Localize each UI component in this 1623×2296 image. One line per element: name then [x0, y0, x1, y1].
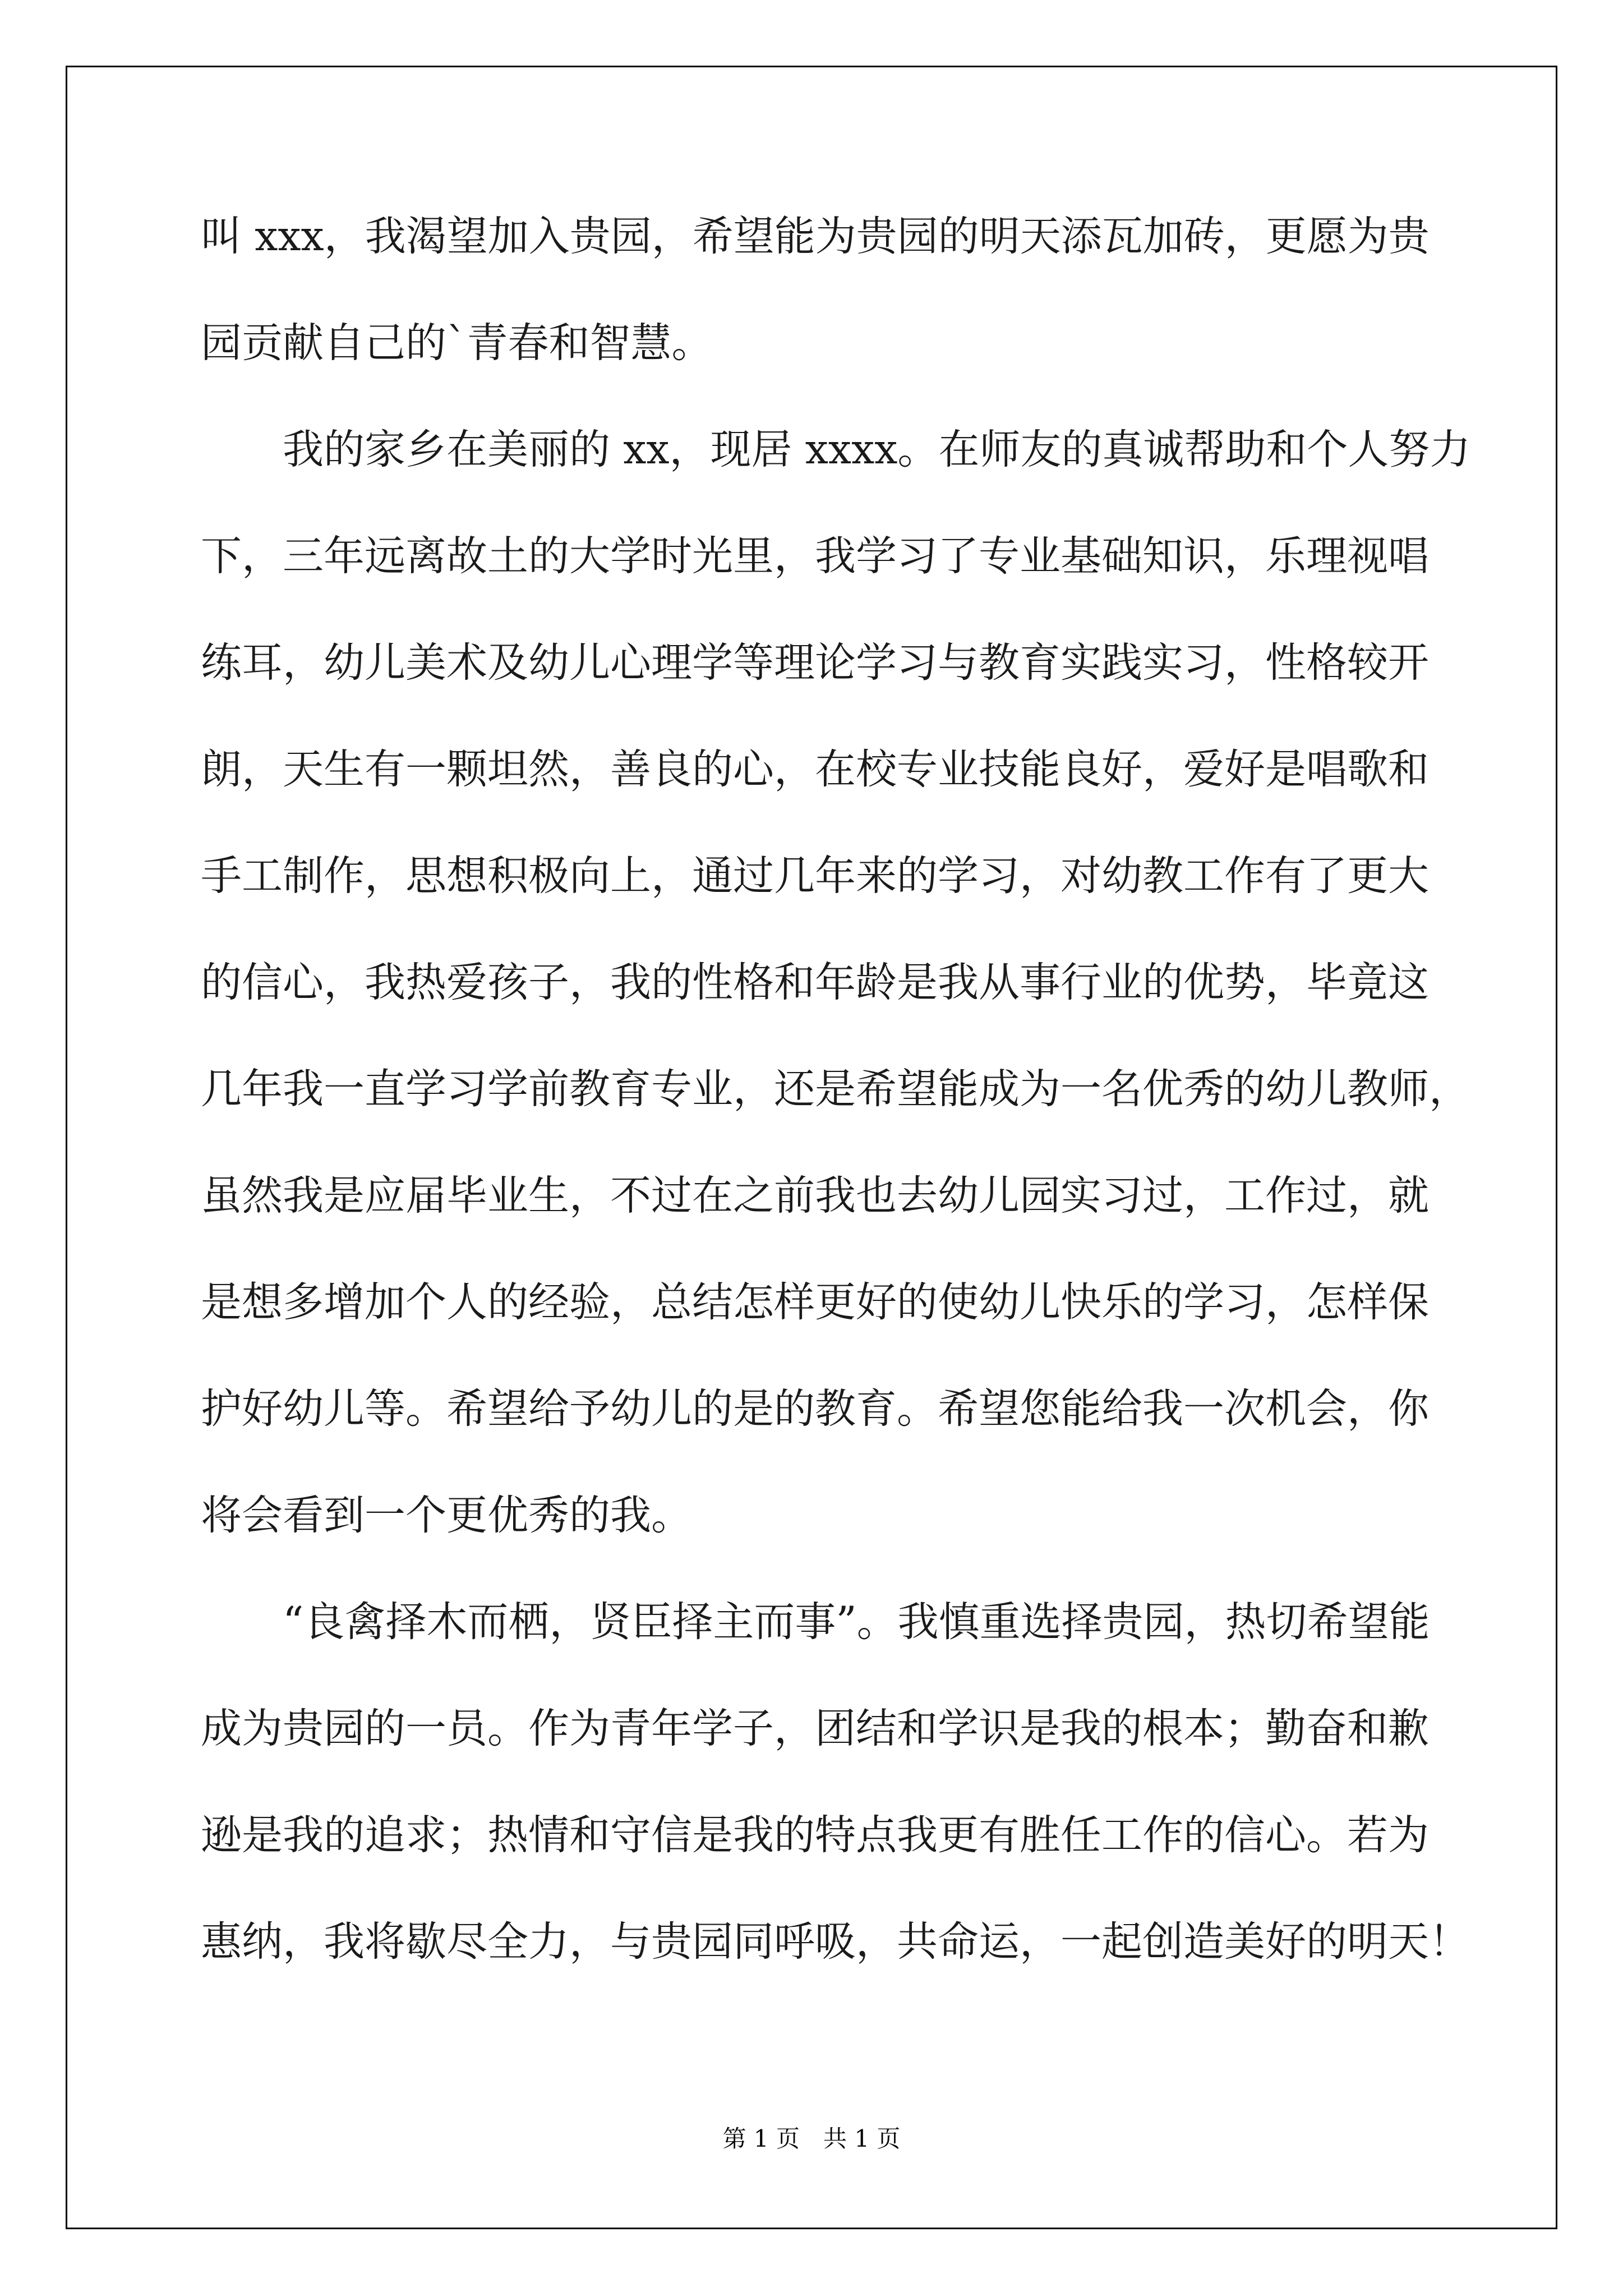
- text-line: 惠纳，我将歇尽全力，与贵园同呼吸，共命运，一起创造美好的明天！: [201, 1918, 1470, 1966]
- text-line: 几年我一直学习学前教育专业，还是希望能成为一名优秀的幼儿教师，: [201, 1065, 1470, 1113]
- text-line: 逊是我的追求；热情和守信是我的特点我更有胜任工作的信心。若为: [201, 1811, 1429, 1859]
- text-line: 下，三年远离故土的大学时光里，我学习了专业基础知识，乐理视唱: [201, 532, 1429, 580]
- text-line: 虽然我是应届毕业生，不过在之前我也去幼儿园实习过，工作过，就: [201, 1172, 1429, 1220]
- paragraph: [201, 213, 1430, 429]
- page-footer: 第 1 页 共 1 页: [722, 2125, 901, 2152]
- text-line: 护好幼儿等。希望给予幼儿的是的教育。希望您能给我一次机会，你: [201, 1385, 1429, 1433]
- text-line: 手工制作，思想积极向上，通过几年来的学习，对幼教工作有了更大: [201, 852, 1429, 900]
- paragraph: [201, 426, 1471, 1602]
- text-line: 将会看到一个更优秀的我。: [201, 1492, 692, 1539]
- paragraph: [201, 1598, 1470, 2028]
- text-line: 我的家乡在美丽的 xx，现居 xxxx。在师友的真诚帮助和个人努力: [283, 426, 1471, 473]
- text-line: 叫 xxx，我渴望加入贵园，希望能为贵园的明天添瓦加砖，更愿为贵: [201, 213, 1430, 260]
- text-line: 园贡献自己的`青春和智慧。: [201, 319, 713, 367]
- text-line: “良禽择木而栖，贤臣择主而事”。我慎重选择贵园，热切希望能: [283, 1598, 1430, 1646]
- document-body: [201, 213, 1471, 2028]
- text-line: 练耳，幼儿美术及幼儿心理学等理论学习与教育实践实习，性格较开: [201, 639, 1429, 687]
- text-line: 是想多增加个人的经验，总结怎样更好的使幼儿快乐的学习，怎样保: [201, 1278, 1429, 1326]
- text-line: 朗，天生有一颗坦然，善良的心，在校专业技能良好，爱好是唱歌和: [201, 746, 1429, 793]
- text-line: 的信心，我热爱孩子，我的性格和年龄是我从事行业的优势，毕竟这: [201, 959, 1429, 1006]
- text-line: 成为贵园的一员。作为青年学子，团结和学识是我的根本；勤奋和歉: [201, 1705, 1429, 1752]
